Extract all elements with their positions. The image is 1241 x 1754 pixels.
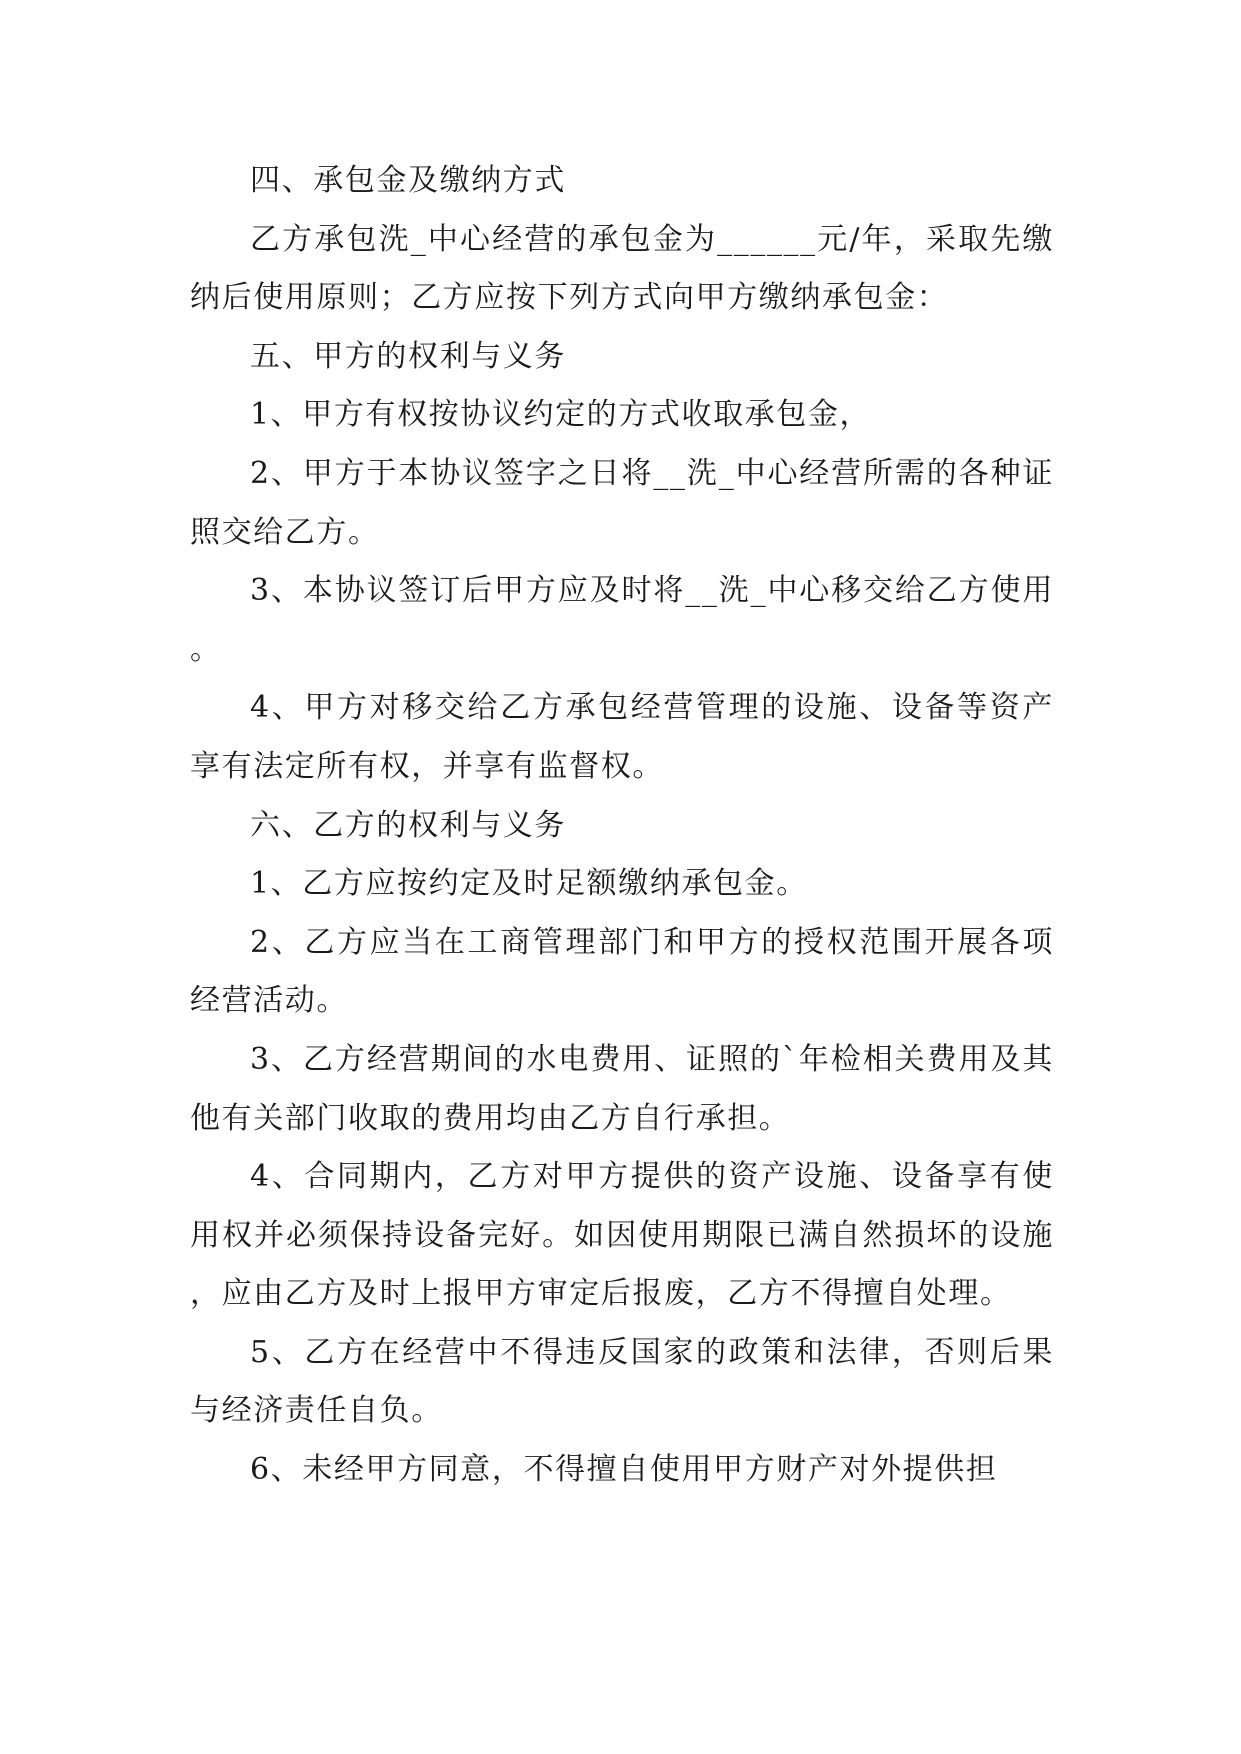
list-item: 3、本协议签订后甲方应及时将__洗_中心移交给乙方使用。 [190,573,1054,667]
list-item: 4、合同期内，乙方对甲方提供的资产设施、设备享有使用权并必须保持设备完好。如因使用期限已满自然损坏的设施，应由乙方及时上报甲方审定后报废，乙方不得擅自处理。 [190,1159,1054,1312]
list-item: 6、未经甲方同意，不得擅自使用甲方财产对外提供担 [250,1452,998,1488]
list-item: 2、甲方于本协议签字之日将__洗_中心经营所需的各种证照交给乙方。 [190,455,1054,550]
document-page [190,152,1054,1500]
list-item: 1、甲方有权按协议约定的方式收取承包金， [250,397,872,433]
list-item: 2、乙方应当在工商管理部门和甲方的授权范围开展各项经营活动。 [190,924,1054,1019]
paragraph: 乙方承包洗_中心经营的承包金为______元/年，采取先缴纳后使用原则；乙方应按下列方式向甲方缴纳承包金： [190,221,1054,316]
list-item: 1、乙方应按约定及时足额缴纳承包金。 [250,866,808,902]
list-item: 4、甲方对移交给乙方承包经营管理的设施、设备等资产享有法定所有权，并享有监督权。 [190,690,1054,784]
section-heading-5: 五、甲方的权利与义务 [250,338,566,374]
section-heading-6: 六、乙方的权利与义务 [250,807,566,843]
section-heading-4: 四、承包金及缴纳方式 [250,163,566,198]
list-item: 5、乙方在经营中不得违反国家的政策和法律，否则后果与经济责任自负。 [190,1334,1054,1429]
list-item: 3、乙方经营期间的水电费用、证照的`年检相关费用及其他有关部门收取的费用均由乙方自行承担。 [190,1041,1054,1136]
